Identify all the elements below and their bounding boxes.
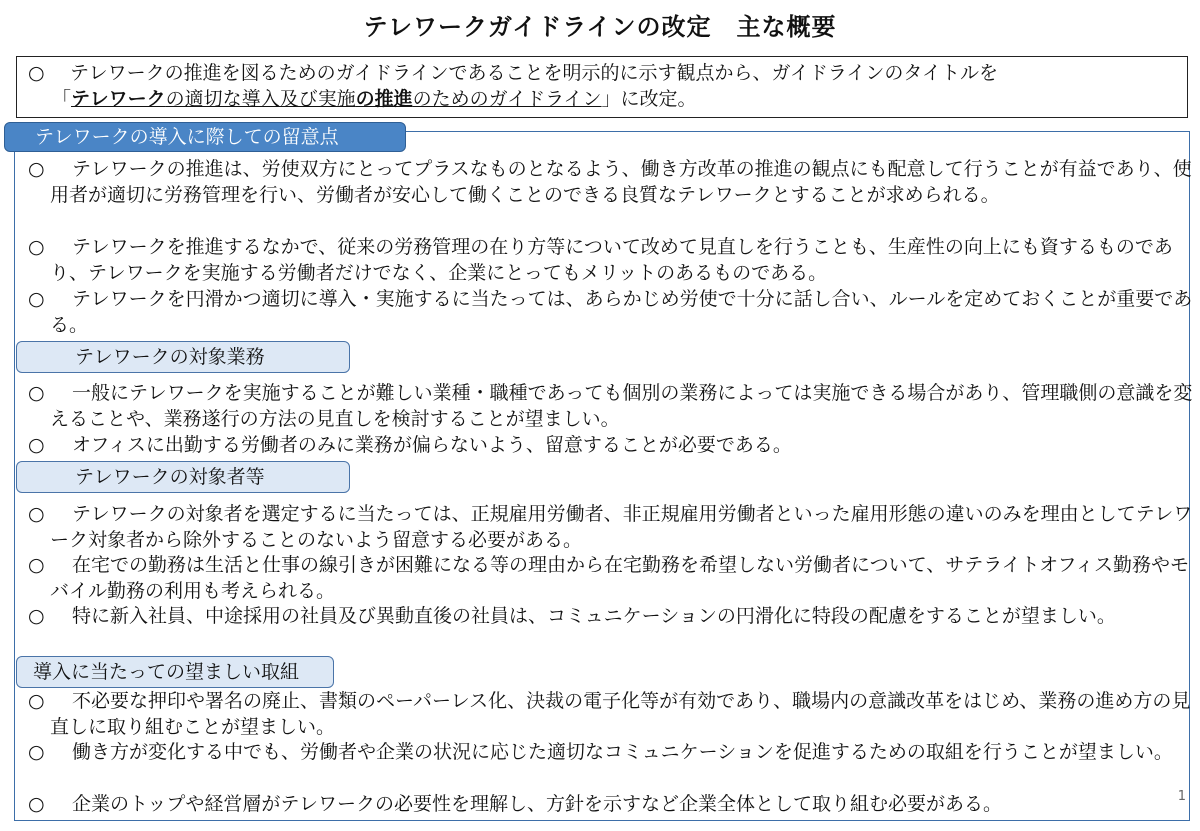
item-text: テレワークを円滑かつ適切に導入・実施するに当たっては、あらかじめ労使で十分に話し合い、ルールを定めておくことが重要である。: [50, 288, 1193, 336]
title-emphasis-2: の推進: [355, 88, 413, 110]
list-item: [28, 740, 1198, 766]
list-item: [28, 502, 1198, 553]
bullet: ○: [28, 382, 45, 404]
list-item: [28, 381, 1198, 432]
title-segment-2: の適切な導入及び実施: [165, 88, 356, 110]
open-quote: 「: [52, 88, 72, 110]
item-text: テレワークを推進するなかで、従来の労務管理の在り方等について改めて見直しを行うことも、生産性の向上にも資するものであり、テレワークを実施する労働者だけでなく、企業にとってもメリットのあるものである。: [50, 236, 1173, 284]
item-text: 働き方が変化する中でも、労働者や企業の状況に応じた適切なコミュニケーションを促進するための取組を行うことが望ましい。: [72, 741, 1173, 763]
list-item: [28, 689, 1198, 740]
page-number: 1: [1177, 789, 1186, 804]
section-heading-target-work: テレワークの対象業務: [16, 341, 350, 373]
list-item: [28, 287, 1198, 338]
bullet: ○: [28, 554, 45, 576]
item-text: 不必要な押印や署名の廃止、書類のペーパーレス化、決裁の電子化等が有効であり、職場内の意識改革をはじめ、業務の進め方の見直しに取り組むことが望ましい。: [50, 690, 1191, 738]
section-heading-recommended-efforts: 導入に当たっての望ましい取組: [16, 656, 334, 688]
item-text: テレワークの対象者を選定するに当たっては、正規雇用労働者、非正規雇用労働者といった雇用形態の違いのみを理由としてテレワーク対象者から除外することのないよう留意する必要がある。: [50, 503, 1193, 551]
item-text: 在宅での勤務は生活と仕事の線引きが困難になる等の理由から在宅勤務を希望しない労働者について、サテライトオフィス勤務やモバイル勤務の利用も考えられる。: [50, 554, 1190, 602]
intro-line-1-text: テレワークの推進を図るためのガイドラインであることを明示的に示す観点から、ガイドラインのタイトルを: [70, 62, 998, 84]
intro-close: 」に改定。: [601, 88, 697, 110]
bullet: ○: [28, 236, 45, 258]
bullet: ○: [28, 158, 45, 180]
list-item: [28, 792, 1198, 818]
intro-line-1: [28, 60, 1178, 86]
item-text: オフィスに出勤する労働者のみに業務が偏らないよう、留意することが必要である。: [72, 434, 792, 456]
list-item: [28, 553, 1198, 604]
item-text: 企業のトップや経営層がテレワークの必要性を理解し、方針を示すなど企業全体として取り組む必要がある。: [72, 793, 1003, 815]
title-segment-4: のためのガイドライン: [412, 88, 602, 110]
list-item: [28, 604, 1198, 630]
page-title: テレワークガイドラインの改定 主な概要: [363, 13, 837, 41]
list-item: [28, 157, 1198, 208]
list-item: [28, 433, 1198, 459]
bullet: ○: [28, 288, 45, 310]
bullet: ○: [28, 434, 45, 456]
bullet: ○: [28, 793, 45, 815]
item-text: 一般にテレワークを実施することが難しい業種・職種であっても個別の業務によっては実施できる場合があり、管理職側の意識を変えることや、業務遂行の方法の見直しを検討することが望ましい。: [50, 382, 1193, 430]
bullet: ○: [28, 605, 45, 627]
bullet: ○: [28, 741, 45, 763]
item-text: テレワークの推進は、労使双方にとってプラスなものとなるよう、働き方改革の推進の観点にも配意して行うことが有益であり、使用者が適切に労務管理を行い、労働者が安心して働くことのできる良質なテレワークとすることが求められる。: [50, 158, 1192, 206]
intro-text: [28, 60, 1178, 112]
section-heading-target-persons: テレワークの対象者等: [16, 461, 350, 493]
bullet: ○: [28, 503, 45, 525]
bullet: ○: [28, 62, 45, 84]
section-heading-considerations: テレワークの導入に際しての留意点: [4, 122, 406, 152]
list-item: [28, 235, 1198, 286]
bullet: ○: [28, 690, 45, 712]
item-text: 特に新入社員、中途採用の社員及び異動直後の社員は、コミュニケーションの円滑化に特段の配慮をすることが望ましい。: [72, 605, 1116, 627]
intro-line-2: [28, 86, 1178, 112]
title-emphasis-1: テレワーク: [71, 88, 166, 110]
